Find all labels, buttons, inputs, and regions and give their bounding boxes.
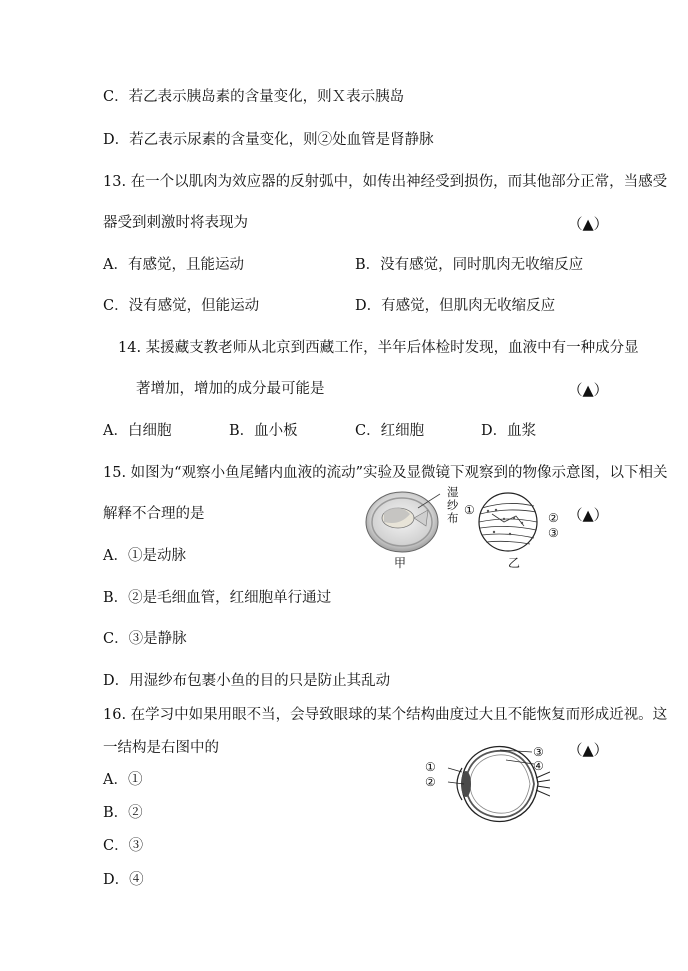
q12-option-d: D．若乙表示尿素的含量变化，则②处血管是肾静脉	[103, 132, 434, 148]
q16-option-a: A．①	[103, 772, 143, 788]
red-blood-cell	[493, 531, 495, 533]
q13-option-b: B．没有感觉，同时肌肉无收缩反应	[355, 257, 584, 273]
red-blood-cell	[509, 533, 511, 535]
microscope-field	[479, 493, 537, 551]
q12-option-c: C．若乙表示胰岛素的含量变化，则Ｘ表示胰岛	[103, 89, 405, 105]
q15-answer-slot: （▲）	[568, 508, 609, 524]
red-blood-cell	[521, 522, 523, 524]
q14-option-c: C．红细胞	[355, 423, 425, 439]
q16-label-1: ①	[425, 760, 436, 774]
q15-stem-line2: 解释不合理的是	[103, 506, 205, 522]
eyeball-outer	[462, 747, 538, 822]
red-blood-cell	[503, 518, 505, 520]
q15-label-wet-cloth: 湿纱布	[447, 485, 459, 525]
red-blood-cell	[513, 517, 515, 519]
q15-option-b: B．②是毛细血管，红细胞单行通过	[103, 590, 332, 606]
q14-option-d: D．血浆	[481, 423, 537, 439]
pointer-1	[448, 768, 462, 772]
q16-stem-line2: 一结构是右图中的	[103, 740, 219, 756]
q13-option-d: D．有感觉，但肌肉无收缩反应	[355, 298, 556, 314]
red-blood-cell	[495, 509, 497, 511]
q13-stem-line1: 13. 在一个以肌肉为效应器的反射弧中，如传出神经受到损伤，而其他部分正常，当感受	[103, 174, 668, 190]
q14-option-b: B．血小板	[229, 423, 298, 439]
q16-option-b: B．②	[103, 805, 143, 821]
q16-label-4: ④	[533, 759, 544, 773]
q15-label-2: ②	[548, 511, 559, 525]
q15-label-yi: 乙	[508, 556, 521, 570]
q15-figure-dish	[364, 488, 444, 554]
red-blood-cell	[487, 510, 489, 512]
q15-option-c: C．③是静脉	[103, 631, 187, 647]
q14-stem-line2: 著增加，增加的成分最可能是	[136, 381, 325, 397]
q16-label-2: ②	[425, 775, 436, 789]
q15-label-3: ③	[548, 526, 559, 540]
q16-option-c: C．③	[103, 838, 144, 854]
q16-option-d: D．④	[103, 872, 144, 888]
q15-option-d: D．用湿纱布包裹小鱼的目的只是防止其乱动	[103, 673, 391, 689]
q15-option-a: A．①是动脉	[103, 548, 186, 564]
q16-label-3: ③	[533, 745, 544, 759]
q14-option-a: A．白细胞	[103, 423, 172, 439]
q14-answer-slot: （▲）	[568, 383, 609, 399]
q14-stem-line1: 14. 某援藏支教老师从北京到西藏工作，半年后体检时发现，血液中有一种成分显	[118, 340, 639, 356]
q13-option-c: C．没有感觉，但能运动	[103, 298, 260, 314]
q15-figure-microscope	[474, 492, 546, 556]
q13-option-a: A．有感觉，且能运动	[103, 257, 244, 273]
q16-answer-slot: （▲）	[568, 743, 609, 759]
q13-stem-line2: 器受到刺激时将表现为	[103, 215, 248, 231]
q15-label-1: ①	[464, 503, 475, 517]
q13-answer-slot: （▲）	[568, 217, 609, 233]
q16-stem-line1: 16. 在学习中如果用眼不当，会导致眼球的某个结构曲度过大且不能恢复而形成近视。这	[103, 707, 668, 723]
q15-stem-line1: 15. 如图为“观察小鱼尾鳍内血液的流动”实验及显微镜下观察到的物像示意图，以下相关	[103, 465, 668, 481]
q15-label-jia: 甲	[394, 556, 407, 570]
